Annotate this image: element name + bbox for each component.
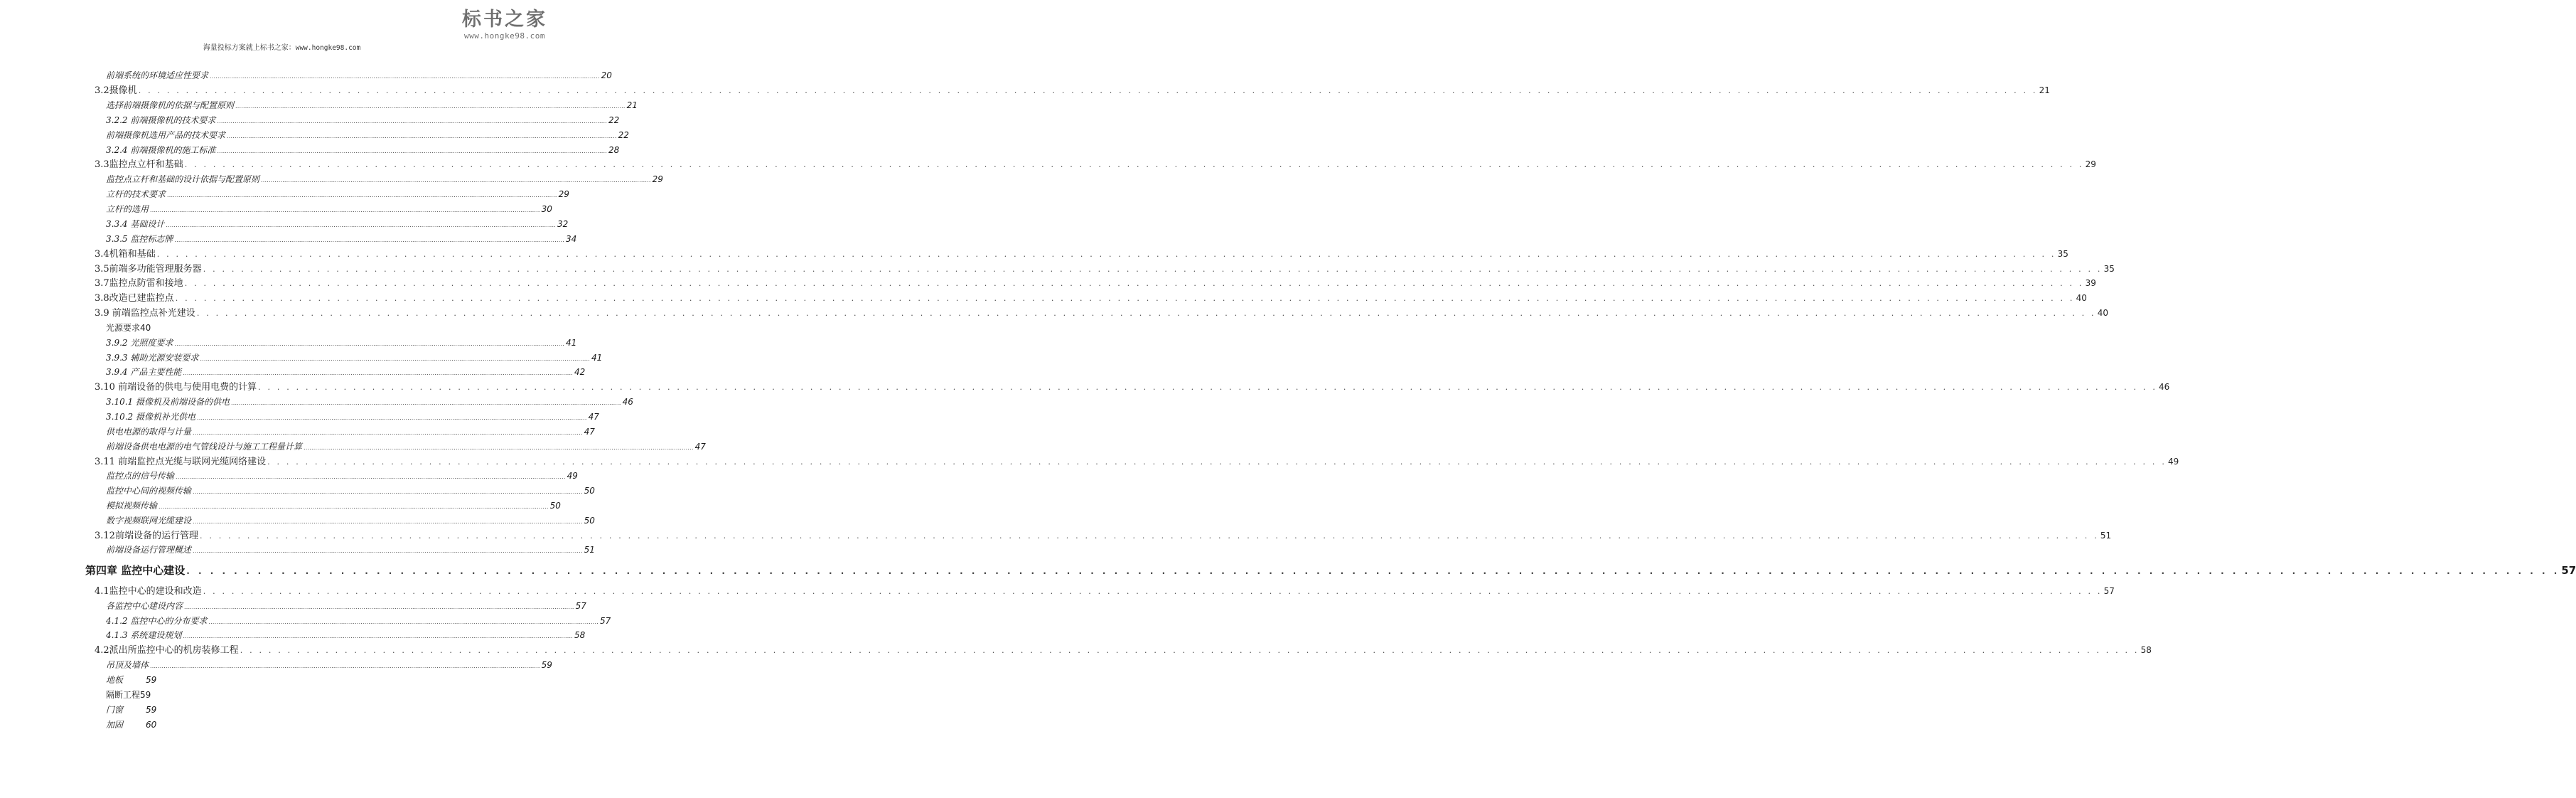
toc-page-number: 47 bbox=[694, 442, 706, 452]
toc-title: 各监控中心建设内容 bbox=[106, 601, 183, 611]
dot-leader: ........................................................................................................................................................................................................ bbox=[217, 148, 607, 154]
toc-title: 3.8改造已建监控点 bbox=[95, 293, 174, 304]
toc-title: 4.1.2 监控中心的分布要求 bbox=[106, 616, 208, 626]
toc-title: 地板 bbox=[106, 675, 124, 685]
toc-page-number: 47 bbox=[588, 412, 599, 422]
dot-leader: ........................................................................................................................................................................................................ bbox=[227, 133, 617, 139]
toc-page-number: 40 bbox=[2076, 293, 2087, 303]
dot-leader: ........................................................................................................................................................................................................ bbox=[184, 604, 574, 610]
toc-entry[interactable] bbox=[106, 99, 638, 112]
toc-title: 3.10.1 摄像机及前端设备的供电 bbox=[106, 397, 230, 407]
toc-title: 3.9.3 辅助光源安装要求 bbox=[106, 353, 199, 363]
toc-page-number: 47 bbox=[584, 427, 595, 437]
dot-leader: . . . . . . . . . . . . . . . . . . . . . . . . . . . . . . . . . . . . . . . . . . . . . . . . . . . . . . . . . . . . . . . . . . . . . . . . . . . . . . . . . . . . . . . . . . . . . . . . . . . . . . . . . . . . . . . . . . . . . . . . . . . . . . . . . . . . . . . . . . . . . . . . . . . . . . . . . . . . . . . . . . . . . . . . . . . . . . . . . . . . . . . . . . . . . . . . . . . . . . . . bbox=[184, 160, 2084, 169]
toc-page-number: 51 bbox=[2100, 531, 2112, 541]
dot-leader: ........................................................................................................................................................................................................ bbox=[261, 177, 651, 183]
toc-page-number: 50 bbox=[584, 516, 595, 526]
dot-leader: ........................................................................................................................................................................................................ bbox=[193, 430, 583, 436]
toc-title: 前端设备运行管理概述 bbox=[106, 545, 192, 555]
toc-title: 3.7监控点防雷和接地 bbox=[95, 278, 183, 289]
toc-title: 3.4机箱和基础 bbox=[95, 249, 156, 260]
toc-title: 监控点的信号传输 bbox=[106, 471, 175, 481]
toc-page-number: 29 bbox=[558, 189, 569, 199]
dot-leader: . . . . . . . . . . . . . . . . . . . . . . . . . . . . . . . . . . . . . . . . . . . . . . . . . . . . . . . . . . . . . . . . . . . . . . . . . . . . . . . . . . . . . . . . . . . . . . . . . . . . . . . . . . . . . . . . . . . . . . . . . . . . . . . . . . . . . . . . . . . . . . . . . . . . . . . . . . . . . . . . . . . . . . . . . . . . . . . . . . . . . . . . . . . . . . . . . . . . . . . . bbox=[184, 279, 2084, 288]
toc-entry[interactable] bbox=[95, 381, 2170, 393]
dot-leader: . . . . . . . . . . . . . . . . . . . . . . . . . . . . . . . . . . . . . . . . . . . . . . . . . . . . . . . . . . . . . . . . . . . . . . . . . . . . . . . . . . . . . . . . . . . . . . . . . . . . . . . . . . . . . . . . . . . . . . . . . . . . . . . . . . . . . . . . . . . . . . . . . . . . . . . . . . . . . . . . . . . . . . . . . . . . . . . . . . . . . . . . . . . . . . . . . . . . . . . . bbox=[240, 646, 2140, 655]
toc-page-number: 41 bbox=[565, 338, 577, 348]
toc-entry[interactable] bbox=[106, 425, 595, 438]
toc-title: 4.1监控中心的建设和改造 bbox=[95, 586, 202, 597]
toc-page-number: 42 bbox=[574, 367, 586, 377]
toc-entry[interactable] bbox=[95, 262, 2115, 275]
toc-title: 3.12前端设备的运行管理 bbox=[95, 531, 198, 541]
dot-leader: ........................................................................................................................................................................................................ bbox=[193, 548, 583, 554]
toc-page-number: 39 bbox=[2085, 278, 2096, 288]
toc-page-number: 50 bbox=[549, 501, 561, 511]
toc-entry[interactable] bbox=[106, 499, 561, 512]
toc-entry[interactable] bbox=[106, 233, 577, 245]
toc-page-number: 35 bbox=[2103, 264, 2115, 274]
dot-leader: ........................................................................................................................................................................................................ bbox=[193, 518, 583, 525]
toc-entry[interactable] bbox=[106, 336, 577, 349]
toc-entry[interactable] bbox=[106, 600, 586, 612]
toc-title: 4.2派出所监控中心的机房装修工程 bbox=[95, 645, 239, 656]
toc-entry[interactable] bbox=[106, 395, 633, 408]
toc-page-number: 57 bbox=[2561, 564, 2576, 577]
toc-title: 监控中心间的视频传输 bbox=[106, 486, 192, 496]
header-prefix: 海量投标方案就上标书之家： bbox=[203, 44, 296, 52]
dot-leader: ........................................................................................................................................................................................................ bbox=[210, 73, 600, 80]
toc-page-number: 29 bbox=[652, 174, 663, 184]
toc-entry[interactable] bbox=[106, 469, 578, 482]
toc-title: 供电电源的取得与计量 bbox=[106, 427, 192, 437]
toc-entry[interactable] bbox=[106, 410, 599, 423]
toc-entry[interactable] bbox=[106, 321, 151, 334]
toc-entry[interactable] bbox=[106, 659, 552, 671]
toc-entry[interactable] bbox=[95, 84, 2050, 97]
dot-leader: . . . . . . . . . . . . . . . . . . . . . . . . . . . . . . . . . . . . . . . . . . . . . . . . . . . . . . . . . . . . . . . . . . . . . . . . . . . . . . . . . . . . . . . . . . . . . . . . . . . . . . . . . . . . . . . . . . . . . . . . . . . . . . . . . . . . . . . . . . . . . . . . . . . . . . . . . . . . . . . . . . . . . . . . . . . . . . . . . . . . . . . . . . . . . . . . . . . . . . . . bbox=[199, 531, 2099, 541]
toc-entry[interactable] bbox=[106, 674, 156, 686]
toc-page-number: 41 bbox=[591, 353, 603, 363]
toc-entry[interactable] bbox=[106, 688, 151, 701]
toc-entry[interactable] bbox=[95, 307, 2109, 319]
toc-title: 3.3.4 基础设计 bbox=[106, 219, 165, 229]
dot-leader: ........................................................................................................................................................................................................ bbox=[150, 663, 540, 669]
dot-leader: ........................................................................................................................................................................................................ bbox=[167, 192, 557, 198]
toc-chapter[interactable] bbox=[85, 563, 2576, 578]
dot-leader: ........................................................................................................................................................................................................ bbox=[150, 207, 540, 213]
toc-entry[interactable] bbox=[106, 703, 156, 716]
toc-page-number: 49 bbox=[567, 471, 578, 481]
toc-page-number: 35 bbox=[2057, 249, 2068, 259]
toc-title: 3.11 前端监控点光缆与联网光缆网络建设 bbox=[95, 457, 267, 467]
dot-leader: . . . . . . . . . . . . . . . . . . . . . . . . . . . . . . . . . . . . . . . . . . . . . . . . . . . . . . . . . . . . . . . . . . . . . . . . . . . . . . . . . . . . . . . . . . . . . . . . . . . . . . . . . . . . . . . . . . . . . . . . . . . . . . . . . . . . . . . . . . . . . . . . . . . . . . . . . . . . . . . . . . . . . . . . . . . . . . . . . . . . . . . . . . . . . . . . . . . . . . . . bbox=[196, 309, 2096, 318]
dot-leader: ........................................................................................................................................................................................................ bbox=[183, 370, 573, 376]
toc-title: 3.10.2 摄像机补光供电 bbox=[106, 412, 195, 422]
toc-page-number: 21 bbox=[626, 100, 638, 110]
toc-page-number: 57 bbox=[599, 616, 611, 626]
toc-title: 前端设备供电电源的电气管线设计与施工工程量计算 bbox=[106, 442, 303, 452]
dot-leader: ........................................................................................................................................................................................................ bbox=[193, 489, 583, 495]
toc-title: 3.9.2 光照度要求 bbox=[106, 338, 173, 348]
dot-leader: ........................................................................................................................................................................................................ bbox=[176, 474, 566, 480]
toc-page-number: 50 bbox=[584, 486, 595, 496]
dot-leader: ........................................................................................................................................................................................................ bbox=[304, 445, 694, 451]
toc-title: 前端系统的环境适应性要求 bbox=[106, 70, 209, 80]
toc-page-number: 29 bbox=[2085, 159, 2096, 169]
toc-page-number: 32 bbox=[557, 219, 569, 229]
toc-page-number: 22 bbox=[618, 130, 629, 140]
toc-entry[interactable] bbox=[106, 218, 569, 230]
toc-entry[interactable] bbox=[95, 158, 2096, 171]
toc-title: 立杆的技术要求 bbox=[106, 189, 166, 199]
toc-title: 3.2.4 前端摄像机的施工标准 bbox=[106, 145, 216, 155]
dot-leader: ........................................................................................................................................................................................................ bbox=[230, 400, 621, 406]
toc-entry[interactable] bbox=[106, 203, 552, 216]
toc-page-number: 34 bbox=[565, 234, 577, 244]
toc-page-number: 20 bbox=[601, 70, 612, 80]
dot-leader: ........................................................................................................................................................................................................ bbox=[166, 222, 556, 228]
logo-text: 标书之家 bbox=[462, 9, 547, 31]
toc-page-number: 58 bbox=[574, 630, 586, 640]
page-header bbox=[0, 41, 564, 52]
dot-leader: ........................................................................................................................................................................................................ bbox=[200, 356, 590, 362]
toc-title: 前端摄像机选用产品的技术要求 bbox=[106, 130, 226, 140]
toc-title: 3.2.2 前端摄像机的技术要求 bbox=[106, 115, 216, 125]
dot-leader: ........................................................................................................................................................................................................ bbox=[217, 118, 607, 124]
toc-entry[interactable] bbox=[106, 514, 595, 527]
toc-title: 3.3监控点立杆和基础 bbox=[95, 159, 183, 170]
toc-page-number: 46 bbox=[622, 397, 633, 407]
toc-page-number: 46 bbox=[2159, 382, 2170, 392]
toc-entry[interactable] bbox=[106, 484, 595, 497]
dot-leader: ........................................................................................................................................................................................................ bbox=[235, 103, 626, 110]
toc-entry[interactable] bbox=[95, 585, 2115, 597]
dot-leader: . . . . . . . . . . . . . . . . . . . . . . . . . . . . . . . . . . . . . . . . . . . . . . . . . . . . . . . . . . . . . . . . . . . . . . . . . . . . . . . . . . . . . . . . . . . . . . . . . . . . . . . . . . . . . . . . . . . . . . . . . . . . . . . . . . . . . . . . . . . . . . . . . . . . . . . . . . . . . . . . . . . . . . . . . . . . . . . . . . . . . . . . . . . . . . . . . . . . . . . . bbox=[267, 457, 2167, 467]
logo-url: www.hongke98.com bbox=[464, 31, 545, 41]
dot-leader: ........................................................................................................................................................................................................ bbox=[174, 237, 564, 243]
header-url[interactable]: www.hongke98.com bbox=[295, 44, 361, 52]
toc-page-number: 57 bbox=[2103, 586, 2115, 596]
toc-title: 立杆的选用 bbox=[106, 204, 149, 214]
toc-page-number: 59 bbox=[541, 660, 552, 670]
dot-leader: ........................................................................................................................................................................................................ bbox=[159, 504, 549, 510]
toc-page-number: 21 bbox=[2039, 85, 2050, 95]
toc-title: 3.3.5 监控标志牌 bbox=[106, 234, 173, 244]
dot-leader: . . . . . . . . . . . . . . . . . . . . . . . . . . . . . . . . . . . . . . . . . . . . . . . . . . . . . . . . . . . . . . . . . . . . . . . . . . . . . . . . . . . . . . . . . . . . . . . . . . . . . . . . . . . . . . . . . . . . . . . . . . . . . . . . . . . . . . . . . . . . . . . . . . . . . . . . . . . . . . . . . . . . . . . . . . . . . . . . . . . . . . . . . . . . . . . . . . . . . . . . bbox=[138, 86, 2038, 95]
dot-leader: . . . . . . . . . . . . . . . . . . . . . . . . . . . . . . . . . . . . . . . . . . . . . . . . . . . . . . . . . . . . . . . . . . . . . . . . . . . . . . . . . . . . . . . . . . . . . . . . . . . . . . . . . . . . . . . . . . . . . . . . . . . . . . . . . . . . . . . . . . . . . . . . . . . . . . . . . . . . . . . . . . . . . . . . . . . . . . . . . . . . . . . . . . . . . . . . . . . . . . . . bbox=[203, 587, 2103, 596]
toc-title: 光源要求 bbox=[106, 323, 141, 333]
toc-page-number: 28 bbox=[608, 145, 620, 155]
dot-leader: . . . . . . . . . . . . . . . . . . . . . . . . . . . . . . . . . . . . . . . . . . . . . . . . . . . . . . . . . . . . . . . . . . . . . . . . . . . . . . . . . . . . . . . . . . . . . . . . . . . . . . . . . . . . . . . . . . . . . . . . . . . . . . . . . . . . . . . . . . . . . . . . . . . . . . . . . . . . . . . . . . . . . . . . . . . . . . . . . . . . . . . . . . . . . . . . . . . . . . . . bbox=[186, 566, 2560, 576]
toc-entry[interactable] bbox=[106, 188, 569, 201]
toc-title: 3.9 前端监控点补光建设 bbox=[95, 308, 195, 319]
toc-page-number: 30 bbox=[541, 204, 552, 214]
site-logo bbox=[448, 10, 562, 41]
toc-title: 3.5前端多功能管理服务器 bbox=[95, 264, 202, 275]
toc-page-number: 58 bbox=[2140, 645, 2152, 655]
toc-entry[interactable] bbox=[106, 69, 612, 82]
toc-page-number: 59 bbox=[146, 705, 157, 715]
toc-page-number: 40 bbox=[2097, 308, 2109, 318]
toc-title: 数字视频联网光缆建设 bbox=[106, 516, 192, 526]
dot-leader: ........................................................................................................................................................................................................ bbox=[208, 619, 599, 625]
toc-title: 加固 bbox=[106, 720, 124, 730]
toc-page-number: 60 bbox=[146, 720, 157, 730]
toc-title: 选择前端摄像机的依据与配置原则 bbox=[106, 100, 235, 110]
toc-page-number: 59 bbox=[140, 690, 151, 700]
toc-entry[interactable] bbox=[106, 718, 156, 731]
toc-page-number: 57 bbox=[575, 601, 586, 611]
toc-title: 3.10 前端设备的供电与使用电费的计算 bbox=[95, 382, 257, 393]
dot-leader: ........................................................................................................................................................................................................ bbox=[174, 341, 564, 347]
toc-entry[interactable] bbox=[106, 351, 603, 364]
toc-title: 监控点立杆和基础的设计依据与配置原则 bbox=[106, 174, 260, 184]
toc-entry[interactable] bbox=[95, 277, 2096, 289]
toc-entry[interactable] bbox=[95, 529, 2112, 542]
toc-entry[interactable] bbox=[95, 248, 2068, 260]
toc-page-number: 51 bbox=[584, 545, 595, 555]
toc-entry[interactable] bbox=[106, 173, 663, 186]
toc-entry[interactable] bbox=[106, 366, 586, 378]
dot-leader: ........................................................................................................................................................................................................ bbox=[196, 415, 587, 421]
toc-title: 隔断工程 bbox=[106, 690, 141, 700]
toc-entry[interactable] bbox=[106, 114, 620, 127]
toc-title: 吊顶及墙体 bbox=[106, 660, 149, 670]
toc-page-number: 22 bbox=[608, 115, 620, 125]
toc-page-number: 59 bbox=[146, 675, 157, 685]
toc-title: 3.2摄像机 bbox=[95, 85, 137, 96]
toc-entry[interactable] bbox=[106, 615, 611, 627]
toc-page-number: 40 bbox=[140, 323, 151, 333]
toc-title: 门窗 bbox=[106, 705, 124, 715]
toc-page-number: 49 bbox=[2168, 457, 2179, 467]
toc-title: 第四章 监控中心建设 bbox=[85, 564, 186, 577]
toc-entry[interactable] bbox=[95, 644, 2152, 656]
dot-leader: . . . . . . . . . . . . . . . . . . . . . . . . . . . . . . . . . . . . . . . . . . . . . . . . . . . . . . . . . . . . . . . . . . . . . . . . . . . . . . . . . . . . . . . . . . . . . . . . . . . . . . . . . . . . . . . . . . . . . . . . . . . . . . . . . . . . . . . . . . . . . . . . . . . . . . . . . . . . . . . . . . . . . . . . . . . . . . . . . . . . . . . . . . . . . . . . . . . . . . . . bbox=[175, 294, 2075, 303]
dot-leader: . . . . . . . . . . . . . . . . . . . . . . . . . . . . . . . . . . . . . . . . . . . . . . . . . . . . . . . . . . . . . . . . . . . . . . . . . . . . . . . . . . . . . . . . . . . . . . . . . . . . . . . . . . . . . . . . . . . . . . . . . . . . . . . . . . . . . . . . . . . . . . . . . . . . . . . . . . . . . . . . . . . . . . . . . . . . . . . . . . . . . . . . . . . . . . . . . . . . . . . . bbox=[156, 250, 2056, 259]
toc-title: 模拟视频传输 bbox=[106, 501, 158, 511]
toc-entry[interactable] bbox=[106, 543, 595, 556]
toc-entry[interactable] bbox=[106, 440, 706, 453]
toc-title: 3.9.4 产品主要性能 bbox=[106, 367, 182, 377]
toc-entry[interactable] bbox=[106, 129, 629, 142]
toc-entry[interactable] bbox=[95, 455, 2179, 468]
dot-leader: . . . . . . . . . . . . . . . . . . . . . . . . . . . . . . . . . . . . . . . . . . . . . . . . . . . . . . . . . . . . . . . . . . . . . . . . . . . . . . . . . . . . . . . . . . . . . . . . . . . . . . . . . . . . . . . . . . . . . . . . . . . . . . . . . . . . . . . . . . . . . . . . . . . . . . . . . . . . . . . . . . . . . . . . . . . . . . . . . . . . . . . . . . . . . . . . . . . . . . . . bbox=[258, 383, 2158, 392]
dot-leader: ........................................................................................................................................................................................................ bbox=[183, 633, 573, 639]
toc-title: 4.1.3 系统建设规划 bbox=[106, 630, 182, 640]
toc-entry[interactable] bbox=[106, 144, 620, 156]
dot-leader: . . . . . . . . . . . . . . . . . . . . . . . . . . . . . . . . . . . . . . . . . . . . . . . . . . . . . . . . . . . . . . . . . . . . . . . . . . . . . . . . . . . . . . . . . . . . . . . . . . . . . . . . . . . . . . . . . . . . . . . . . . . . . . . . . . . . . . . . . . . . . . . . . . . . . . . . . . . . . . . . . . . . . . . . . . . . . . . . . . . . . . . . . . . . . . . . . . . . . . . . bbox=[203, 265, 2103, 274]
toc-entry[interactable] bbox=[106, 629, 586, 642]
toc-entry[interactable] bbox=[95, 292, 2087, 304]
